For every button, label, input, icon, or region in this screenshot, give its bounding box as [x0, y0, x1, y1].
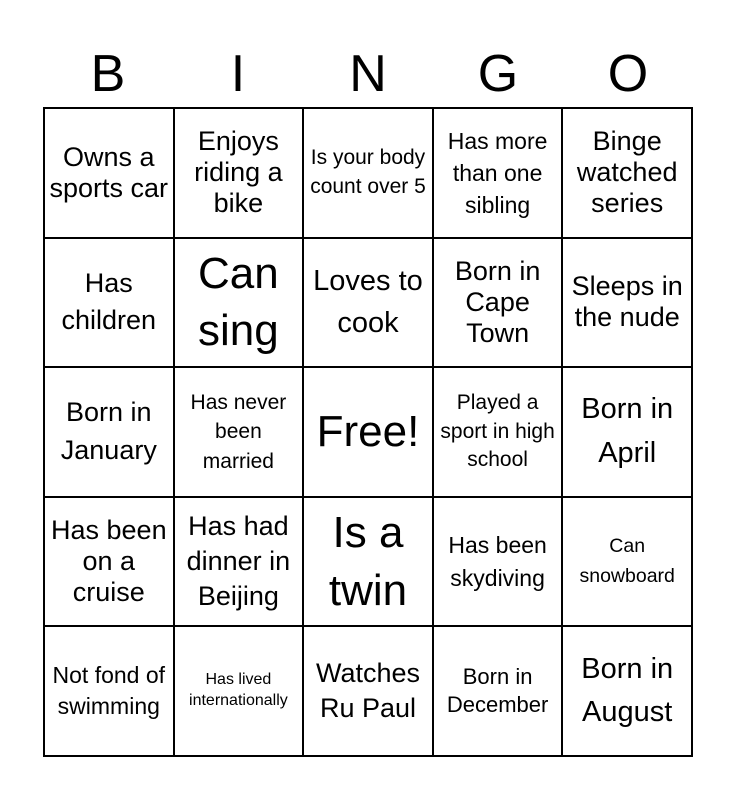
bingo-cell[interactable]: Is your body count over 5	[303, 108, 433, 238]
bingo-cell[interactable]: Loves to cook	[303, 238, 433, 368]
bingo-cell[interactable]: Born in August	[562, 626, 692, 756]
bingo-cell[interactable]: Enjoys riding a bike	[174, 108, 304, 238]
header-letter-i: I	[230, 45, 246, 103]
bingo-cell[interactable]: Free!	[303, 367, 433, 497]
bingo-cell[interactable]: Has lived internationally	[174, 626, 304, 756]
bingo-header	[43, 42, 693, 106]
bingo-cell[interactable]: Is a twin	[303, 497, 433, 627]
bingo-cell[interactable]: Born in December	[433, 626, 563, 756]
bingo-cell[interactable]: Born in Cape Town	[433, 238, 563, 368]
bingo-cell[interactable]: Has children	[44, 238, 174, 368]
bingo-cell[interactable]: Has had dinner in Beijing	[174, 497, 304, 627]
header-letter-g: G	[477, 45, 519, 103]
header-letter-b: B	[90, 45, 126, 103]
bingo-cell[interactable]: Sleeps in the nude	[562, 238, 692, 368]
bingo-cell[interactable]: Watches Ru Paul	[303, 626, 433, 756]
bingo-cell[interactable]: Owns a sports car	[44, 108, 174, 238]
bingo-cell[interactable]: Played a sport in high school	[433, 367, 563, 497]
bingo-cell[interactable]: Binge watched series	[562, 108, 692, 238]
bingo-cell[interactable]: Has been skydiving	[433, 497, 563, 627]
bingo-cell[interactable]: Not fond of swimming	[44, 626, 174, 756]
bingo-cell[interactable]: Born in April	[562, 367, 692, 497]
bingo-cell[interactable]: Born in January	[44, 367, 174, 497]
header-letter-o: O	[607, 45, 649, 103]
bingo-cell[interactable]: Has more than one sibling	[433, 108, 563, 238]
header-letter-n: N	[349, 45, 387, 103]
bingo-cell[interactable]: Can sing	[174, 238, 304, 368]
bingo-cell[interactable]: Has never been married	[174, 367, 304, 497]
bingo-cell[interactable]: Can snowboard	[562, 497, 692, 627]
bingo-card	[43, 107, 693, 757]
bingo-cell[interactable]: Has been on a cruise	[44, 497, 174, 627]
